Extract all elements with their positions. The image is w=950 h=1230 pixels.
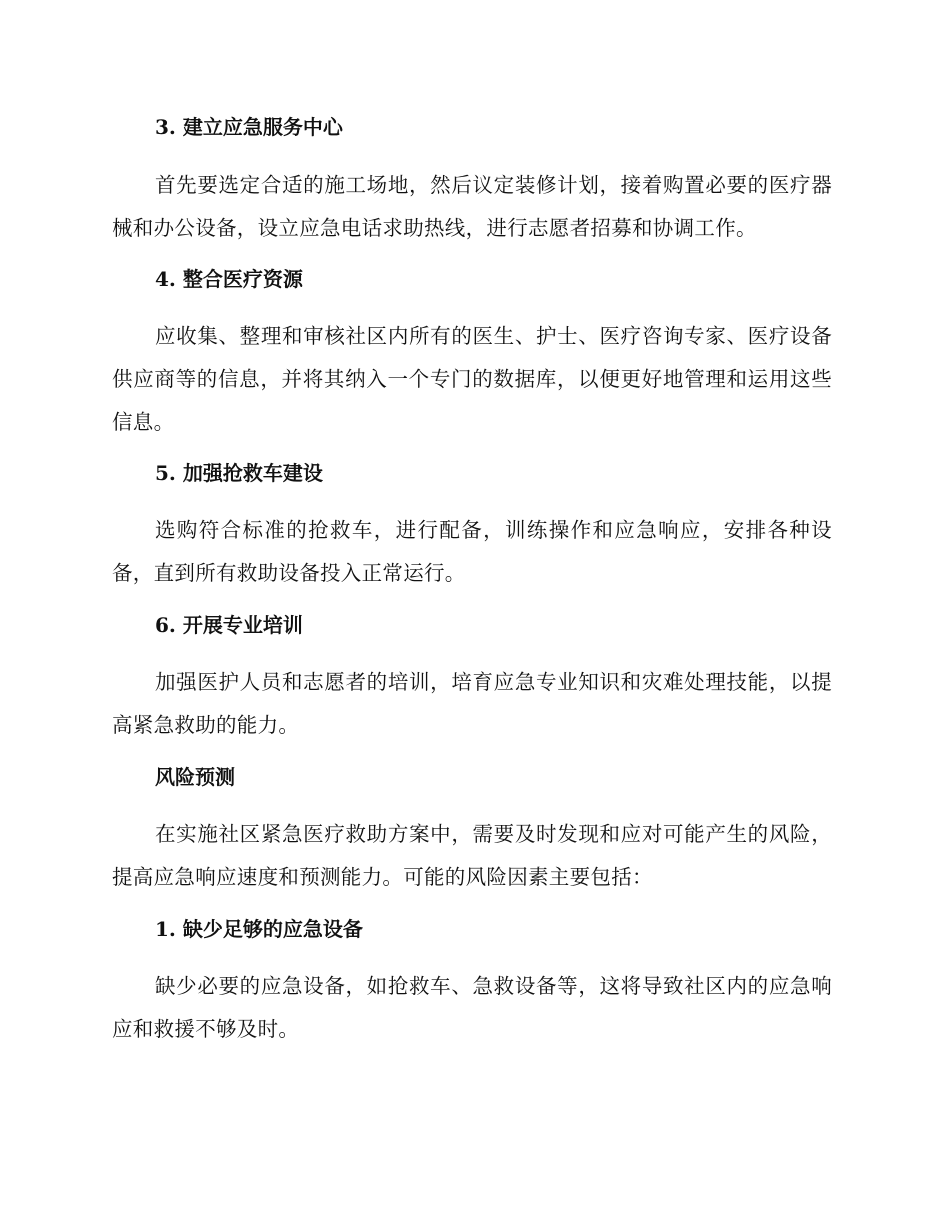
paragraph-text: 缺少必要的应急设备，如抢救车、急救设备等，这将导致社区内的应急响应和救援不够及时。 xyxy=(112,974,832,1041)
paragraph-text: 选购符合标准的抢救车，进行配备，训练操作和应急响应，安排各种设备，直到所有救助设备投入正常运行。 xyxy=(112,518,832,585)
section-paragraph-risk-1 xyxy=(112,965,832,1051)
paragraph-text: 应收集、整理和审核社区内所有的医生、护士、医疗咨询专家、医疗设备供应商等的信息，并将其纳入一个专门的数据库，以便更好地管理和运用这些信息。 xyxy=(112,324,832,434)
paragraph-text: 加强医护人员和志愿者的培训，培育应急专业知识和灾难处理技能，以提高紧急救助的能力。 xyxy=(112,670,832,737)
section-heading-risk: 风险预测 xyxy=(155,765,235,789)
section-heading-3: 3. 建立应急服务中心 xyxy=(155,115,343,139)
section-paragraph-3 xyxy=(112,164,832,250)
section-heading-risk-1: 1. 缺少足够的应急设备 xyxy=(155,917,363,941)
section-paragraph-5 xyxy=(112,509,832,595)
section-paragraph-4 xyxy=(112,315,832,444)
section-heading-5: 5. 加强抢救车建设 xyxy=(155,461,323,485)
section-heading-6: 6. 开展专业培训 xyxy=(155,613,303,637)
paragraph-text: 首先要选定合适的施工场地，然后议定装修计划，接着购置必要的医疗器械和办公设备，设立应急电话求助热线，进行志愿者招募和协调工作。 xyxy=(112,173,832,240)
section-heading-4: 4. 整合医疗资源 xyxy=(155,267,303,291)
section-paragraph-risk xyxy=(112,813,832,899)
paragraph-text: 在实施社区紧急医疗救助方案中，需要及时发现和应对可能产生的风险，提高应急响应速度和预测能力。可能的风险因素主要包括： xyxy=(112,822,832,889)
section-paragraph-6 xyxy=(112,661,832,747)
